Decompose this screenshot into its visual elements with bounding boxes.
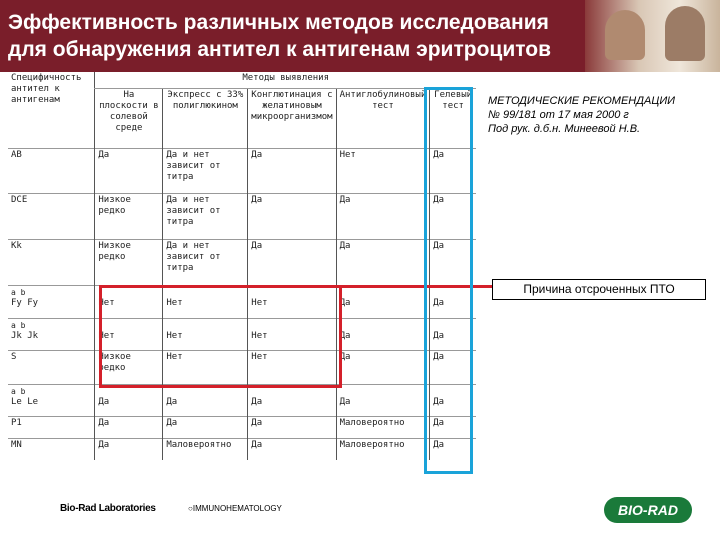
title-line-2: для обнаружения антител к антигенам эритроцитов [8,38,551,61]
rec-line-1: МЕТОДИЧЕСКИЕ РЕКОМЕНДАЦИИ [488,95,676,107]
scanned-table [8,72,476,468]
slide-title [8,9,551,63]
table-row [8,384,476,416]
cell: Да [248,416,336,438]
cell: Нет [248,350,336,384]
cell: Да [95,148,163,193]
spec-text: Fy Fy [11,297,39,308]
cell: Да [430,193,476,239]
division-icon: ○ [188,504,193,513]
row-spec: DCE [8,193,95,239]
cell: Нет [95,318,163,350]
cell: Да [336,193,430,239]
cell: Да [430,350,476,384]
cell: Да [430,416,476,438]
cell: Да [248,438,336,460]
cell: Да [163,384,248,416]
header-photo [585,0,720,72]
bio-rad-logo: BIO-RAD [604,497,692,523]
header-col-3: Конглютинация с желатиновым микроорганизмом [248,88,336,148]
cell: Да [248,193,336,239]
rec-line-2: № 99/181 от 17 мая 2000 г [488,109,629,121]
row-spec: MN [8,438,95,460]
cell: Да [336,384,430,416]
header-methods: Методы выявления [95,72,476,88]
header-col-2: Экспресс с 33% полиглюкином [163,88,248,148]
cell: Нет [95,285,163,318]
cell: Да [430,239,476,285]
row-spec: S [8,350,95,384]
cell: Да [430,148,476,193]
cell: Да [430,438,476,460]
cell: Да [336,239,430,285]
row-spec [8,318,95,350]
cell: Да и нет зависит от титра [163,239,248,285]
row-spec: AB [8,148,95,193]
spec-text: Le Le [11,396,39,407]
red-highlight-box [99,285,342,388]
company-name: Bio-Rad Laboratories [60,503,156,514]
cell: Низкое редко [95,239,163,285]
superscript: a b [11,386,26,396]
cell: Да [336,318,430,350]
recommendations-note [488,94,718,136]
cell: Да [95,416,163,438]
division-label: IMMUNOHEMATOLOGY [192,504,282,513]
table-row [8,148,476,193]
person-figure [665,6,705,61]
row-spec [8,285,95,318]
person-figure [605,10,645,60]
division-name [188,504,282,513]
cell: Да [430,285,476,318]
cell: Маловероятно [336,416,430,438]
table-row [8,239,476,285]
cell: Нет [163,285,248,318]
cell: Да [163,416,248,438]
cell: Да [248,239,336,285]
cell: Низкое редко [95,350,163,384]
header-col-4: Антиглобулиновый тест [336,88,430,148]
cell: Да [95,438,163,460]
header-banner [0,0,720,72]
cell: Нет [336,148,430,193]
cell: Нет [163,350,248,384]
cell: Маловероятно [163,438,248,460]
title-line-1: Эффективность различных методов исследования [8,11,549,34]
superscript: a b [11,287,26,297]
cell: Нет [248,318,336,350]
row-spec: P1 [8,416,95,438]
cell: Да [248,148,336,193]
blue-highlight-box [424,87,473,474]
spec-text: Jk Jk [11,330,39,341]
cell: Да [336,350,430,384]
rec-line-3: Под рук. д.б.н. Минеевой Н.В. [488,123,641,135]
cell: Да [430,384,476,416]
cell: Низкое редко [95,193,163,239]
cell: Нет [163,318,248,350]
header-col-5: Гелевый тест [430,88,476,148]
superscript: a b [11,320,26,330]
cell: Да [95,384,163,416]
cell: Да [248,384,336,416]
cell: Нет [248,285,336,318]
header-col-1: На плоскости в солевой среде [95,88,163,148]
table-row [8,416,476,438]
methods-table [8,72,476,460]
callout-delayed-reactions: Причина отсроченных ПТО [492,279,706,300]
table-row [8,438,476,460]
header-specificity: Специфичность антител к антигенам [11,73,82,105]
cell: Маловероятно [336,438,430,460]
cell: Да и нет зависит от титра [163,193,248,239]
row-spec: Kk [8,239,95,285]
row-spec [8,384,95,416]
table-row [8,193,476,239]
cell: Да [336,285,430,318]
cell: Да [430,318,476,350]
cell: Да и нет зависит от титра [163,148,248,193]
